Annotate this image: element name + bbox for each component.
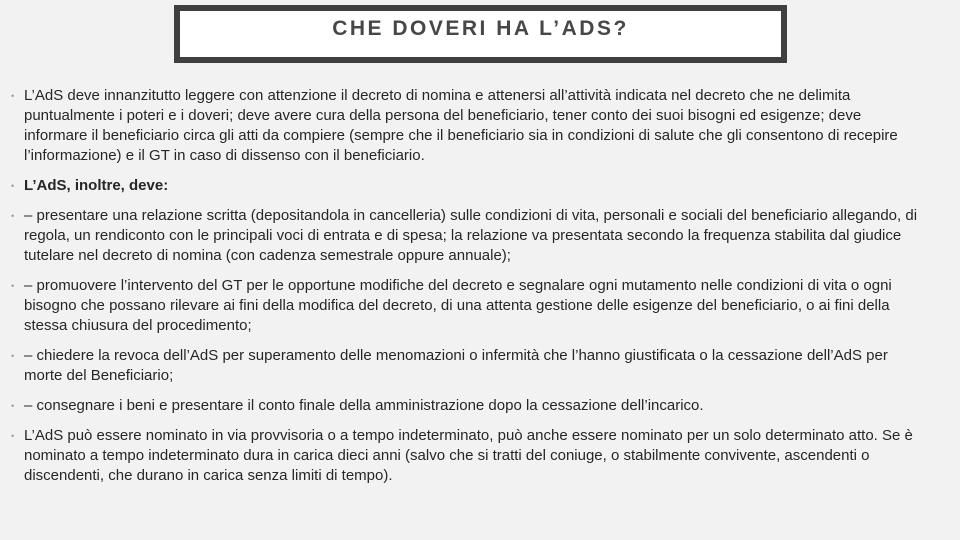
- slide-title: CHE DOVERI HA L’ADS?: [332, 17, 629, 40]
- bullet-item: [8, 396, 932, 416]
- bullet-item: [8, 346, 932, 386]
- bullet-text: L’AdS può essere nominato in via provvisoria o a tempo indeterminato, può anche essere nominato per un solo determinato atto. Se è nominato a tempo indeterminato dura in carica dieci anni (salvo che si tratti del coniuge, o stabilmente convivente, ascendenti o discendenti, che durano in carica senza limiti di tempo).: [24, 427, 913, 484]
- bullet-icon: •: [11, 281, 15, 291]
- bullet-item: [8, 276, 932, 336]
- bullet-icon: •: [11, 351, 15, 361]
- bullet-text: – promuovere l’intervento del GT per le opportune modifiche del decreto e segnalare ogni mutamento nelle condizioni di vita o ogni bisogno che possano rilevare ai fini della modifica del decreto, di una attenta gestione delle esigenze del beneficiario, o ai fini della stessa chiusura del procedimento;: [24, 277, 892, 334]
- bullet-item: [8, 176, 932, 196]
- bullet-icon: •: [11, 401, 15, 411]
- bullet-text: – presentare una relazione scritta (depositandola in cancelleria) sulle condizioni di vita, personali e sociali del beneficiario allegando, di regola, un rendiconto con le principali voci di entrata e di spesa; la relazione va presentata secondo la frequenza stabilita dal giudice tutelare nel decreto di nomina (con cadenza semestrale oppure annuale);: [24, 207, 918, 264]
- bullet-text: L’AdS, inoltre, deve:: [24, 177, 169, 194]
- bullet-icon: •: [11, 431, 15, 441]
- slide-title-box: [174, 5, 787, 63]
- bullet-text: – chiedere la revoca dell’AdS per superamento delle menomazioni o infermità che l’hanno giustificata o la cessazione dell’AdS per morte del Beneficiario;: [24, 347, 888, 384]
- bullet-icon: •: [11, 211, 15, 221]
- bullet-icon: •: [11, 91, 15, 101]
- bullet-text: – consegnare i beni e presentare il conto finale della amministrazione dopo la cessazione dell’incarico.: [24, 397, 704, 414]
- bullet-list: [8, 86, 932, 496]
- bullet-item: [8, 86, 932, 166]
- bullet-text: L’AdS deve innanzitutto leggere con attenzione il decreto di nomina e attenersi all’attività indicata nel decreto che ne delimita puntualmente i poteri e i doveri; deve avere cura della persona del beneficiario, tener conto dei suoi bisogni ed esigenze; deve informare il beneficiario circa gli atti da compiere (sempre che il beneficiario sia in condizioni di salute che gli consentono di recepire l’informazione) e il GT in caso di dissenso con il beneficiario.: [24, 87, 898, 164]
- bullet-item: [8, 426, 932, 486]
- bullet-item: [8, 206, 932, 266]
- bullet-icon: •: [11, 181, 15, 191]
